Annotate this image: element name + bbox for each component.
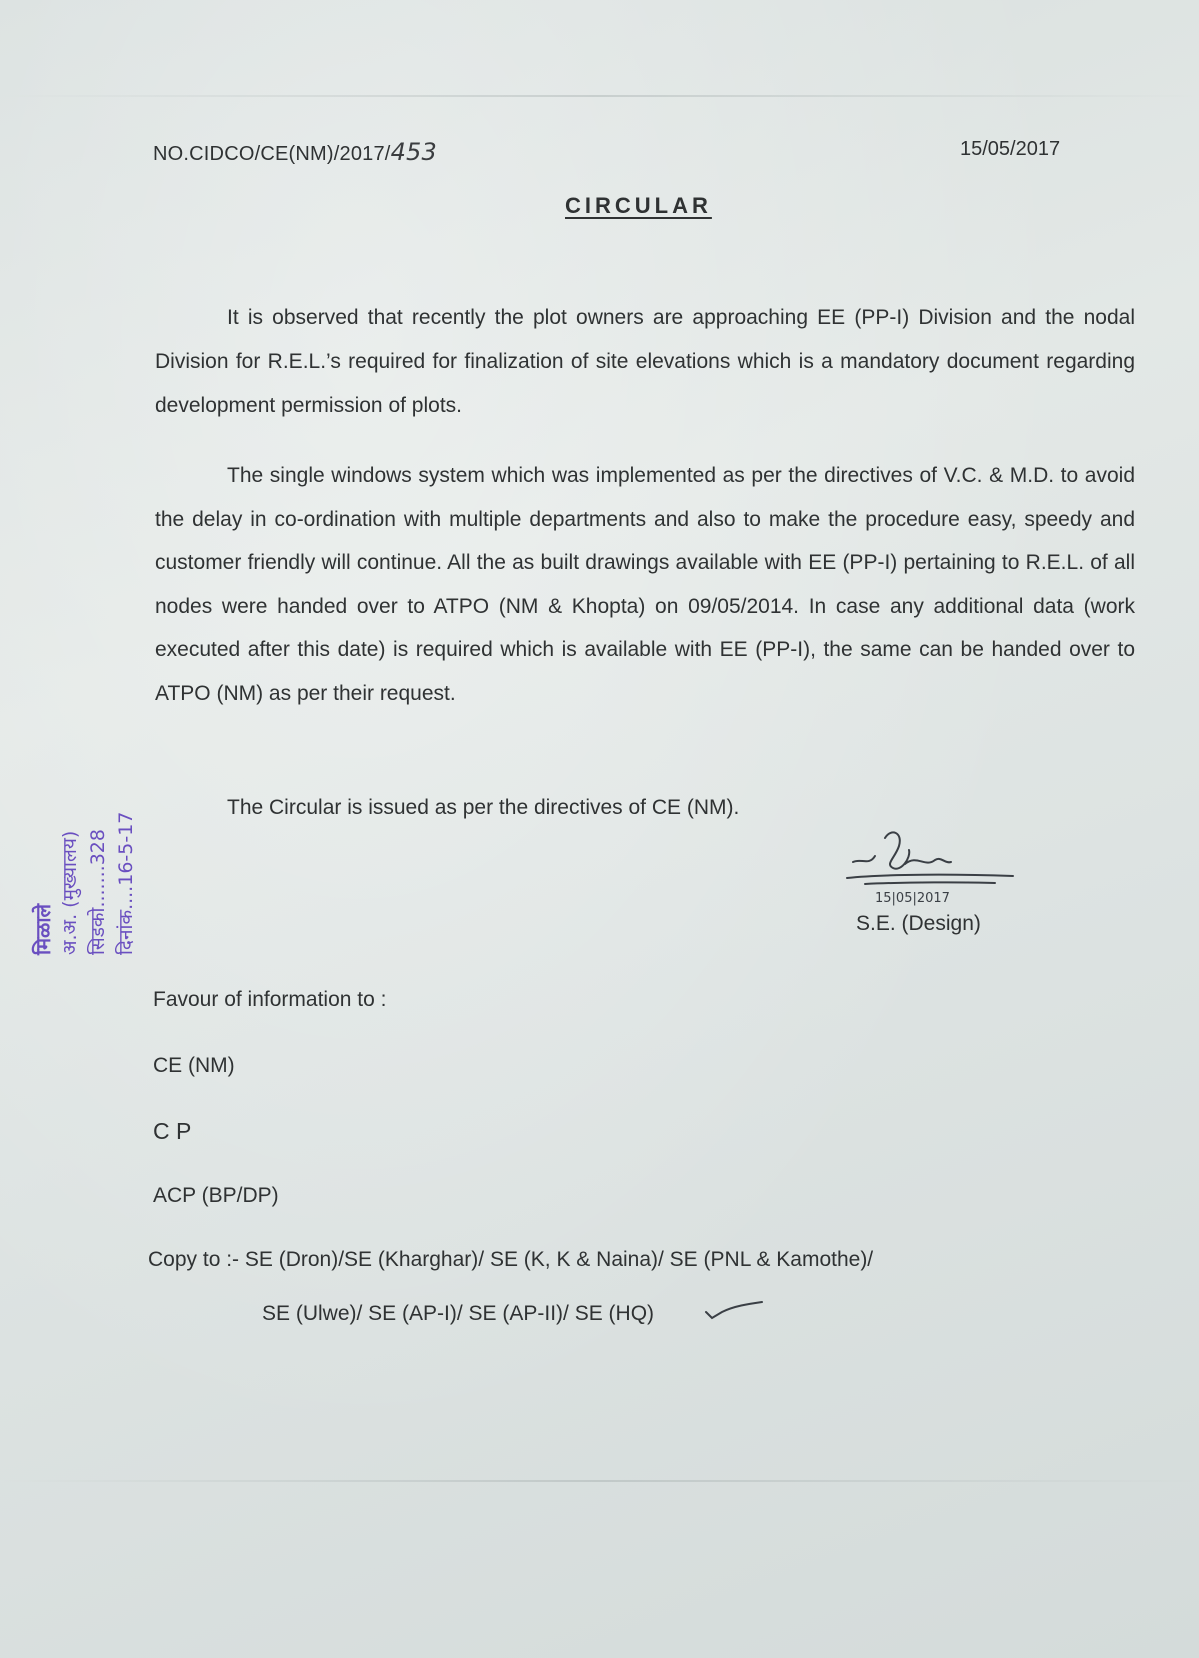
distribution-heading: Favour of information to : [153, 988, 387, 1011]
tick-mark-icon [704, 1298, 764, 1324]
signature-date: 15|05|2017 [875, 891, 950, 906]
signature-underline [847, 875, 1013, 878]
copy-to-line-1: Copy to :- SE (Dron)/SE (Kharghar)/ SE (K, K & Naina)/ SE (PNL & Kamothe)/ [148, 1248, 874, 1271]
signatory-title: S.E. (Design) [856, 912, 981, 935]
paper-fold [0, 95, 1199, 97]
signature [845, 828, 1015, 908]
reference-prefix: NO.CIDCO/CE(NM)/2017/ [153, 143, 391, 165]
recipient-acp: ACP (BP/DP) [153, 1184, 279, 1207]
reference-handwritten-number: 453 [390, 138, 437, 166]
stamp-line-received: मिळाले [31, 903, 55, 955]
copy-to-line-2: SE (Ulwe)/ SE (AP-I)/ SE (AP-II)/ SE (HQ) [262, 1302, 655, 1325]
stamp-line-office: अ.अ. (मुख्यालय) [59, 830, 81, 955]
stamp-line-date: दिनांक....16-5-17 [115, 811, 137, 955]
signature-stroke [853, 856, 875, 862]
paragraph-1: It is observed that recently the plot owners are approaching EE (PP-I) Division and the nodal Division for R.E.L.’s required for finalization of site elevations which is a mandatory document regarding development permission of plots. [155, 306, 1135, 417]
received-stamp [16, 760, 156, 960]
issue-date: 15/05/2017 [960, 138, 1061, 160]
reference-number [153, 138, 437, 166]
paper-fold [0, 1480, 1199, 1482]
recipient-cp: C P [153, 1118, 192, 1144]
recipient-ce-nm: CE (NM) [153, 1054, 235, 1077]
document-title: CIRCULAR [565, 193, 712, 218]
stamp-line-inward-number: सिडको.......328 [87, 829, 109, 955]
signature-underline [865, 882, 995, 884]
signature-stroke [905, 859, 951, 864]
paragraph-2: The single windows system which was implemented as per the directives of V.C. & M.D. to avoid the delay in co-ordination with multiple departments and also to make the procedure easy, speedy and customer friendly will continue. All the as built drawings available with EE (PP-I) pertaining to R.E.L. of all nodes were handed over to ATPO (NM & Khopta) on 09/05/2014. In case any additional data (work executed after this date) is required which is available with EE (PP-I), the same can be handed over to ATPO (NM) as per their request. [155, 464, 1135, 705]
paragraph-3: The Circular is issued as per the directives of CE (NM). [227, 796, 740, 819]
